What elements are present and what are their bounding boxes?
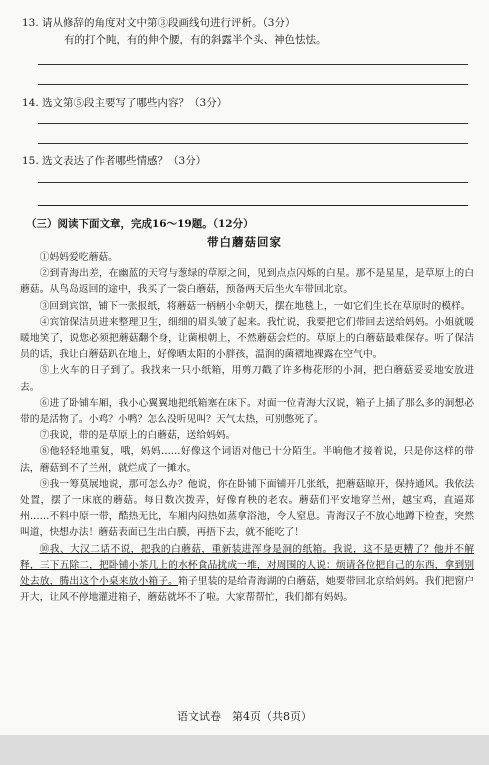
answer-line — [38, 205, 468, 206]
question-15: 15. 选文表达了作者哪些情感？（3分） — [22, 155, 207, 167]
paragraph-4: ④宾馆保洁员进来整理卫生，细细的眉头皱了起来。我忙说，我要把它们带回去送给妈妈。小姐就暖暖地笑了，说您必须把蘑菇翻个身，让菌根朝上，不然蘑菇会烂的。草原上的白蘑菇最难保存。听了保洁员的话，我让白蘑菇趴在地上，好像晒太阳的小胖孩，温润的菌褶地裸露在空气中。 — [20, 316, 474, 361]
article-body — [20, 250, 474, 606]
paragraph-9: ⑨我一筹莫展地说，那可怎么办？他说，你在卧铺下面铺开几张纸，把蘑菇晾开，保持通风。我依法处置，摆了一床底的蘑菇。每日数次拨弄，好像育秧的老农。蘑菇们平安地穿兰州，越宝鸡，直逼郑州……不料中原一带，酷热无比，车厢内闷热如蒸拿浴池，令人窒息。青海汉子不放心地蹲下检查，突然叫道，快想办法！蘑菇表面已生出白膜，再捂下去，就不能吃了！ — [20, 478, 474, 539]
bottom-band — [0, 735, 489, 765]
paragraph-3: ③回到宾馆，铺下一张报纸，将蘑菇一柄柄小伞朝天，摆在地毯上，一如它们生长在草原时的模样。 — [39, 300, 471, 312]
paragraph-2: ②到青海出差，在幽蓝的天穹与葱绿的草原之间，见到点点闪烁的白星。那不是星星，是草原上的白蘑菇。从鸟岛返回的途中，我买了一袋白蘑菇，预备两天后坐火车带回北京。 — [20, 268, 474, 296]
paragraph-6: ⑥进了卧铺车厢，我小心翼翼地把纸箱塞在床下。对面一位青海大汉说，箱子上插了那么多的洞想必带的是活物了。小鸡？小鸭？怎么没听见叫？天气太热，可别憋死了。 — [20, 397, 474, 426]
answer-line — [38, 123, 468, 124]
answer-line — [38, 143, 468, 144]
article-title: 带白蘑菇回家 — [207, 235, 282, 249]
answer-line — [38, 64, 468, 65]
paragraph-8: ⑧他轻轻地重复，哦，妈妈……好像这个词语对他已十分陌生。半晌他才接着说，只是你这样的带法，蘑菇到不了兰州，就烂成了一摊水。 — [20, 446, 474, 474]
q13-quote: 有的打个盹，有的伸个腰，有的斜露半个头、神色怯怯。 — [64, 34, 327, 46]
question-14: 14. 选文第⑤段主要写了哪些内容？（3分） — [22, 97, 228, 109]
section-heading: （三）阅读下面文章，完成16～19题。（12分） — [26, 218, 254, 230]
paragraph-10 — [20, 542, 474, 607]
question-13: 13. 请从修辞的角度对文中第③段画线句进行评析。（3分） — [22, 17, 296, 29]
answer-line — [38, 182, 468, 183]
paragraph-1: ①妈妈爱吃蘑菇。 — [39, 252, 118, 263]
underlined-sentence: ⑩我、大汉二话不说，把我的白蘑菇，重新装进浑身是洞的纸箱。我说，这不是更糟了？他并不解释，三下五除二，把卧铺小茶几上的水杯食品扰成一堆，对周围的人说：烦请各位把自己的东西，拿到别处去放，腾出这个小桌来放小箱子。 — [20, 543, 474, 588]
page-footer: 语文试卷 第4页（共8页） — [177, 710, 312, 723]
paragraph-7: ⑦我说，带的是草原上的白蘑菇，送给妈妈。 — [39, 430, 236, 442]
paragraph-10-rest: 箱子里装的是给青海湖的白蘑菇，她要带回北京给妈妈。我们把窗户开大，让风不停地灌进箱子，蘑菇就坏不了啦。大家帮帮忙，我们都有妈妈。 — [20, 576, 475, 604]
paragraph-5: ⑤上火车的日子到了。我找来一只小纸箱，用剪刀戳了许多梅花形的小洞，把白蘑菇妥妥地安放进去。 — [20, 365, 474, 393]
answer-line — [38, 84, 468, 85]
